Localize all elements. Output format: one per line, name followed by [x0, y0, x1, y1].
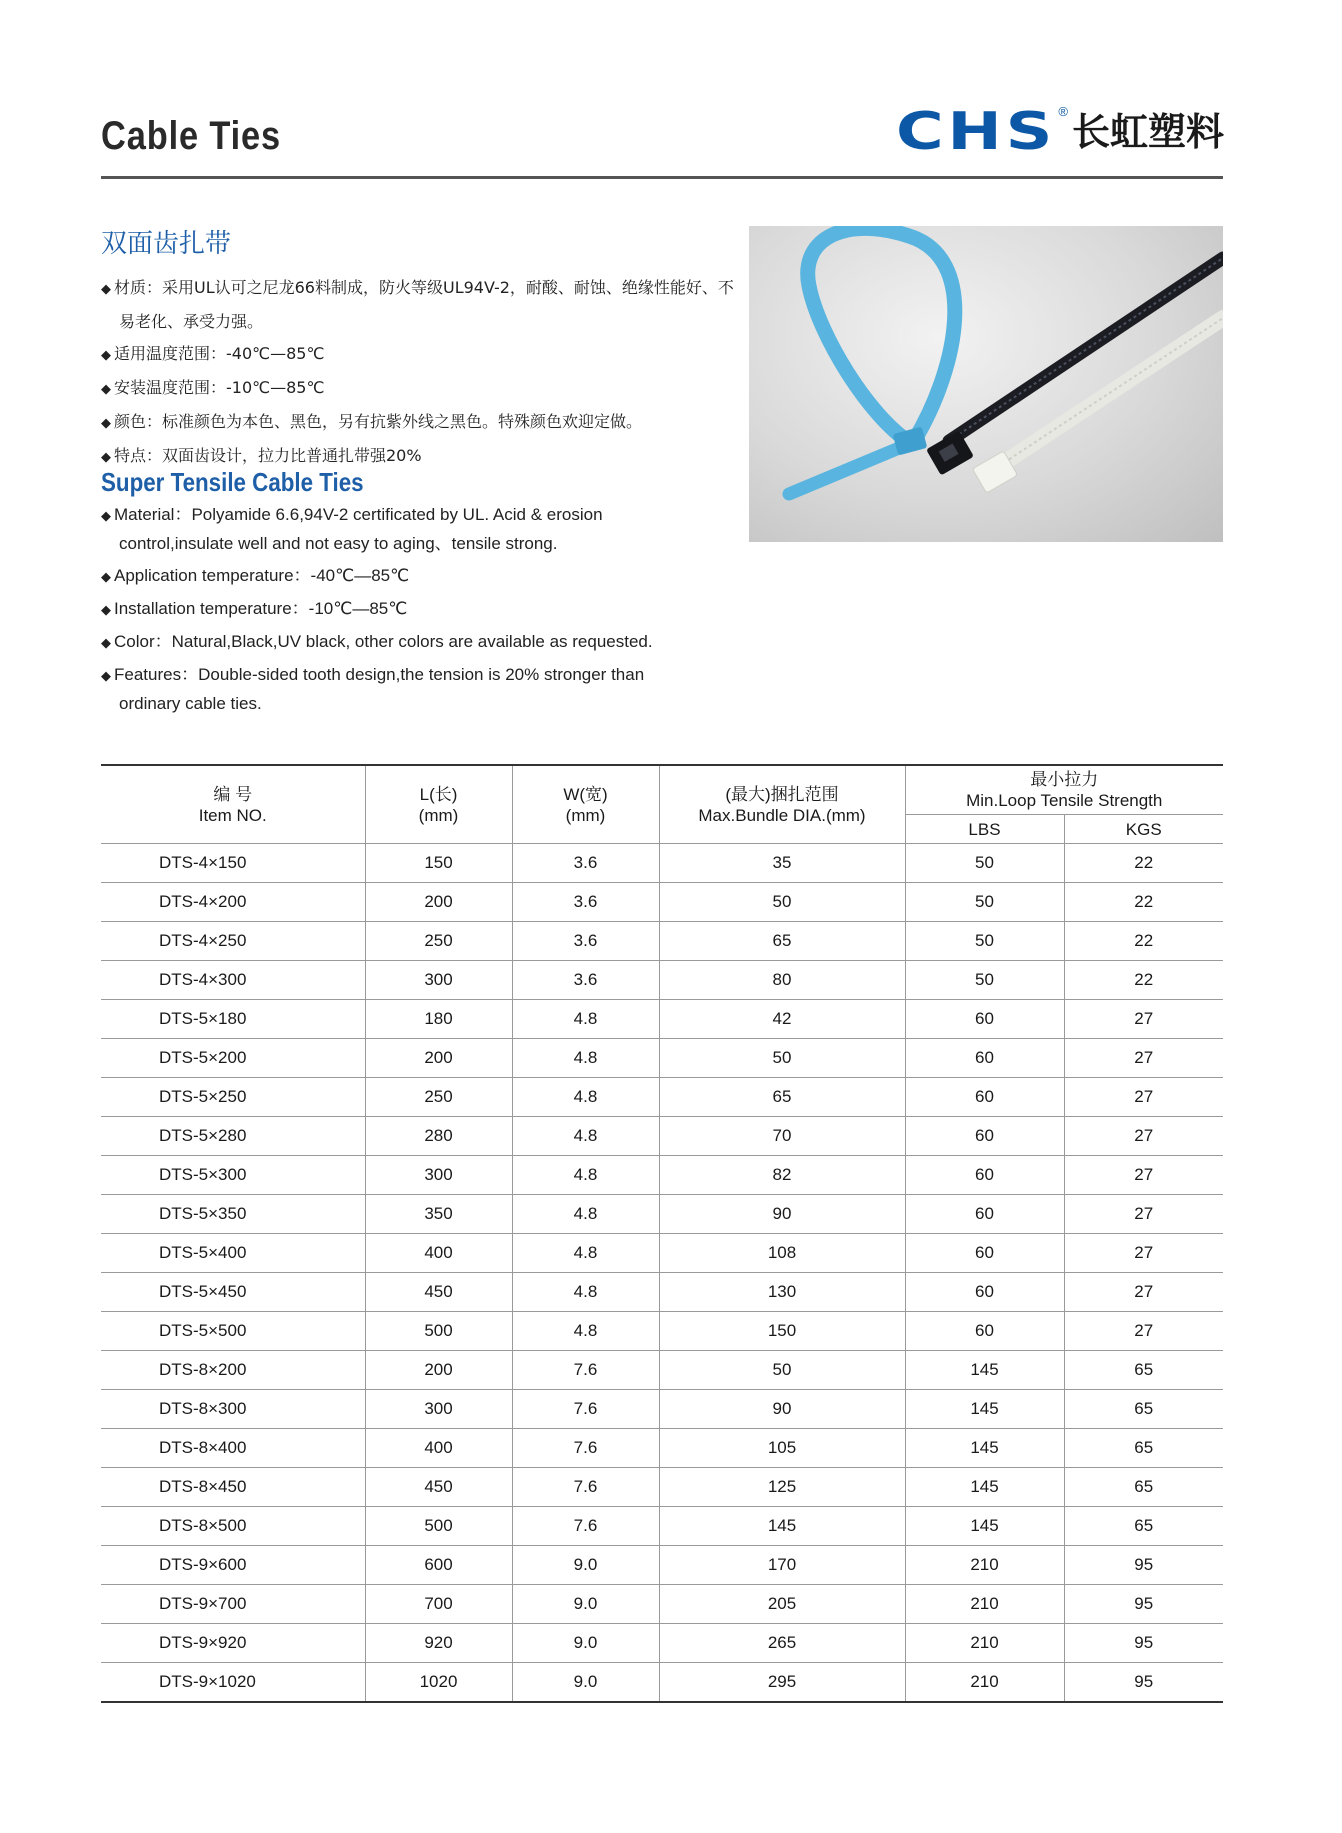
length-cell: 500 [365, 1312, 512, 1351]
kgs-cell: 27 [1064, 1234, 1223, 1273]
kgs-cell: 95 [1064, 1624, 1223, 1663]
kgs-cell: 27 [1064, 1156, 1223, 1195]
item-no-cell: DTS-4×300 [101, 961, 365, 1000]
lbs-cell: 60 [905, 1234, 1064, 1273]
column-header-lbs: LBS [905, 815, 1064, 844]
width-cell: 7.6 [512, 1429, 659, 1468]
kgs-cell: 65 [1064, 1351, 1223, 1390]
width-cell: 9.0 [512, 1663, 659, 1703]
kgs-cell: 22 [1064, 844, 1223, 883]
length-cell: 400 [365, 1234, 512, 1273]
lbs-cell: 60 [905, 1078, 1064, 1117]
kgs-cell: 27 [1064, 1273, 1223, 1312]
header-length-cn: L(长) [419, 784, 458, 804]
list-item: ◆ 特点：双面齿设计，拉力比普通扎带强20% [101, 440, 741, 474]
length-cell: 500 [365, 1507, 512, 1546]
bundle-dia-cell: 130 [659, 1273, 905, 1312]
length-cell: 300 [365, 961, 512, 1000]
header-bundle-cn: (最大)捆扎范围 [725, 784, 839, 804]
logo-latin: CHS [896, 102, 1057, 162]
cable-ties-product-photo [749, 226, 1223, 542]
header-item-cn: 编 号 [213, 784, 253, 804]
lbs-cell: 50 [905, 883, 1064, 922]
item-no-cell: DTS-8×500 [101, 1507, 365, 1546]
bundle-dia-cell: 80 [659, 961, 905, 1000]
lbs-cell: 145 [905, 1507, 1064, 1546]
kgs-cell: 95 [1064, 1663, 1223, 1703]
list-item: ◆ Application temperature：-40℃—85℃ [101, 562, 701, 591]
kgs-cell: 65 [1064, 1390, 1223, 1429]
column-header-bundle [659, 765, 905, 844]
length-cell: 200 [365, 883, 512, 922]
bundle-dia-cell: 90 [659, 1195, 905, 1234]
item-no-cell: DTS-5×250 [101, 1078, 365, 1117]
table-row [101, 961, 1223, 1000]
table-row [101, 1507, 1223, 1546]
length-cell: 1020 [365, 1663, 512, 1703]
table-row [101, 844, 1223, 883]
table-row [101, 1039, 1223, 1078]
lbs-cell: 50 [905, 961, 1064, 1000]
chinese-spec-list [101, 272, 741, 474]
chinese-section-heading: 双面齿扎带 [101, 229, 232, 259]
header-divider [101, 176, 1223, 179]
column-header-kgs: KGS [1064, 815, 1223, 844]
item-no-cell: DTS-4×200 [101, 883, 365, 922]
table-row [101, 922, 1223, 961]
item-no-cell: DTS-5×180 [101, 1000, 365, 1039]
header-item-en: Item NO. [198, 805, 267, 825]
kgs-cell: 22 [1064, 883, 1223, 922]
lbs-cell: 60 [905, 1000, 1064, 1039]
list-item: ◆ 颜色：标准颜色为本色、黑色，另有抗紫外线之黑色。特殊颜色欢迎定做。 [101, 406, 741, 440]
brand-logo [896, 102, 1224, 162]
length-cell: 450 [365, 1273, 512, 1312]
kgs-cell: 65 [1064, 1429, 1223, 1468]
lbs-cell: 60 [905, 1195, 1064, 1234]
bundle-dia-cell: 42 [659, 1000, 905, 1039]
width-cell: 4.8 [512, 1312, 659, 1351]
length-cell: 280 [365, 1117, 512, 1156]
length-cell: 150 [365, 844, 512, 883]
bundle-dia-cell: 205 [659, 1585, 905, 1624]
item-no-cell: DTS-8×200 [101, 1351, 365, 1390]
kgs-cell: 65 [1064, 1507, 1223, 1546]
item-no-cell: DTS-8×300 [101, 1390, 365, 1429]
kgs-cell: 65 [1064, 1468, 1223, 1507]
width-cell: 3.6 [512, 961, 659, 1000]
item-no-cell: DTS-5×300 [101, 1156, 365, 1195]
bundle-dia-cell: 295 [659, 1663, 905, 1703]
width-cell: 4.8 [512, 1117, 659, 1156]
english-section-heading: Super Tensile Cable Ties [101, 467, 364, 497]
header-tensile-en: Min.Loop Tensile Strength [966, 791, 1163, 810]
width-cell: 4.8 [512, 1000, 659, 1039]
table-row [101, 1390, 1223, 1429]
list-item: ◆ Material：Polyamide 6.6,94V-2 certificated by UL. Acid & erosion control,insulate well and not easy to aging、tensile strong. [101, 501, 701, 558]
table-row [101, 1429, 1223, 1468]
length-cell: 300 [365, 1390, 512, 1429]
lbs-cell: 145 [905, 1429, 1064, 1468]
table-row [101, 1156, 1223, 1195]
logo-registered-mark: ® [1058, 104, 1068, 119]
kgs-cell: 95 [1064, 1546, 1223, 1585]
bundle-dia-cell: 82 [659, 1156, 905, 1195]
kgs-cell: 27 [1064, 1312, 1223, 1351]
kgs-cell: 22 [1064, 922, 1223, 961]
lbs-cell: 210 [905, 1663, 1064, 1703]
table-row [101, 1351, 1223, 1390]
column-header-tensile [905, 765, 1223, 815]
table-row [101, 1273, 1223, 1312]
table-row [101, 1312, 1223, 1351]
list-item: ◆ 安装温度范围：-10℃—85℃ [101, 372, 741, 406]
width-cell: 7.6 [512, 1390, 659, 1429]
item-no-cell: DTS-4×150 [101, 844, 365, 883]
list-item: ◆ 适用温度范围：-40℃—85℃ [101, 338, 741, 372]
item-no-cell: DTS-5×280 [101, 1117, 365, 1156]
lbs-cell: 210 [905, 1546, 1064, 1585]
lbs-cell: 145 [905, 1351, 1064, 1390]
length-cell: 450 [365, 1468, 512, 1507]
lbs-cell: 60 [905, 1312, 1064, 1351]
bundle-dia-cell: 50 [659, 1351, 905, 1390]
lbs-cell: 210 [905, 1624, 1064, 1663]
header-tensile-cn: 最小拉力 [1030, 770, 1099, 789]
cable-ties-illustration [749, 226, 1223, 542]
item-no-cell: DTS-5×400 [101, 1234, 365, 1273]
length-cell: 920 [365, 1624, 512, 1663]
width-cell: 7.6 [512, 1507, 659, 1546]
lbs-cell: 145 [905, 1468, 1064, 1507]
column-header-item [101, 765, 365, 844]
item-no-cell: DTS-5×450 [101, 1273, 365, 1312]
item-no-cell: DTS-8×400 [101, 1429, 365, 1468]
bundle-dia-cell: 90 [659, 1390, 905, 1429]
width-cell: 3.6 [512, 844, 659, 883]
width-cell: 9.0 [512, 1624, 659, 1663]
item-no-cell: DTS-9×1020 [101, 1663, 365, 1703]
width-cell: 3.6 [512, 922, 659, 961]
list-item: ◆ Installation temperature：-10℃—85℃ [101, 595, 701, 624]
table-row [101, 1585, 1223, 1624]
table-row [101, 1624, 1223, 1663]
width-cell: 3.6 [512, 883, 659, 922]
logo-chinese: 长虹塑料 [1071, 110, 1224, 154]
table-row [101, 1117, 1223, 1156]
header-width-cn: W(宽) [563, 784, 608, 804]
lbs-cell: 60 [905, 1117, 1064, 1156]
lbs-cell: 210 [905, 1585, 1064, 1624]
list-item: ◆ 材质：采用UL认可之尼龙66料制成，防火等级UL94V-2，耐酸、耐蚀、绝缘性能好、不易老化、承受力强。 [101, 272, 741, 338]
length-cell: 700 [365, 1585, 512, 1624]
lbs-cell: 50 [905, 922, 1064, 961]
lbs-cell: 60 [905, 1039, 1064, 1078]
english-spec-list [101, 501, 701, 722]
length-cell: 300 [365, 1156, 512, 1195]
kgs-cell: 27 [1064, 1078, 1223, 1117]
item-no-cell: DTS-4×250 [101, 922, 365, 961]
bundle-dia-cell: 70 [659, 1117, 905, 1156]
length-cell: 250 [365, 1078, 512, 1117]
table-row [101, 1000, 1223, 1039]
bundle-dia-cell: 105 [659, 1429, 905, 1468]
kgs-cell: 22 [1064, 961, 1223, 1000]
width-cell: 4.8 [512, 1156, 659, 1195]
item-no-cell: DTS-9×920 [101, 1624, 365, 1663]
column-header-width [512, 765, 659, 844]
kgs-cell: 27 [1064, 1039, 1223, 1078]
table-row [101, 1546, 1223, 1585]
item-no-cell: DTS-9×600 [101, 1546, 365, 1585]
bundle-dia-cell: 170 [659, 1546, 905, 1585]
table-row [101, 1078, 1223, 1117]
bundle-dia-cell: 65 [659, 922, 905, 961]
bundle-dia-cell: 35 [659, 844, 905, 883]
bundle-dia-cell: 65 [659, 1078, 905, 1117]
list-item: ◆ Features：Double-sided tooth design,the tension is 20% stronger than ordinary cable ties. [101, 661, 701, 718]
lbs-cell: 50 [905, 844, 1064, 883]
bundle-dia-cell: 265 [659, 1624, 905, 1663]
table-row [101, 1195, 1223, 1234]
item-no-cell: DTS-5×500 [101, 1312, 365, 1351]
width-cell: 4.8 [512, 1234, 659, 1273]
item-no-cell: DTS-5×350 [101, 1195, 365, 1234]
table-row [101, 883, 1223, 922]
bundle-dia-cell: 50 [659, 1039, 905, 1078]
table-row [101, 1468, 1223, 1507]
spec-table-body [101, 844, 1223, 1703]
item-no-cell: DTS-8×450 [101, 1468, 365, 1507]
column-header-length [365, 765, 512, 844]
table-row [101, 1234, 1223, 1273]
item-no-cell: DTS-5×200 [101, 1039, 365, 1078]
bundle-dia-cell: 50 [659, 883, 905, 922]
bundle-dia-cell: 145 [659, 1507, 905, 1546]
bundle-dia-cell: 125 [659, 1468, 905, 1507]
list-item: ◆ Color：Natural,Black,UV black, other colors are available as requested. [101, 628, 701, 657]
length-cell: 200 [365, 1351, 512, 1390]
width-cell: 4.8 [512, 1195, 659, 1234]
lbs-cell: 60 [905, 1156, 1064, 1195]
length-cell: 400 [365, 1429, 512, 1468]
header-bundle-en: Max.Bundle DIA.(mm) [698, 805, 866, 825]
cable-ties-spec-table [101, 764, 1223, 1703]
width-cell: 9.0 [512, 1585, 659, 1624]
width-cell: 9.0 [512, 1546, 659, 1585]
lbs-cell: 145 [905, 1390, 1064, 1429]
width-cell: 4.8 [512, 1273, 659, 1312]
page-title: Cable Ties [101, 114, 282, 158]
kgs-cell: 27 [1064, 1000, 1223, 1039]
length-cell: 600 [365, 1546, 512, 1585]
length-cell: 250 [365, 922, 512, 961]
length-cell: 350 [365, 1195, 512, 1234]
width-cell: 7.6 [512, 1351, 659, 1390]
width-cell: 4.8 [512, 1039, 659, 1078]
table-row [101, 1663, 1223, 1703]
lbs-cell: 60 [905, 1273, 1064, 1312]
kgs-cell: 95 [1064, 1585, 1223, 1624]
length-cell: 180 [365, 1000, 512, 1039]
header-length-unit: (mm) [418, 805, 459, 825]
kgs-cell: 27 [1064, 1117, 1223, 1156]
kgs-cell: 27 [1064, 1195, 1223, 1234]
length-cell: 200 [365, 1039, 512, 1078]
header-width-unit: (mm) [565, 805, 606, 825]
width-cell: 7.6 [512, 1468, 659, 1507]
bundle-dia-cell: 108 [659, 1234, 905, 1273]
item-no-cell: DTS-9×700 [101, 1585, 365, 1624]
width-cell: 4.8 [512, 1078, 659, 1117]
bundle-dia-cell: 150 [659, 1312, 905, 1351]
